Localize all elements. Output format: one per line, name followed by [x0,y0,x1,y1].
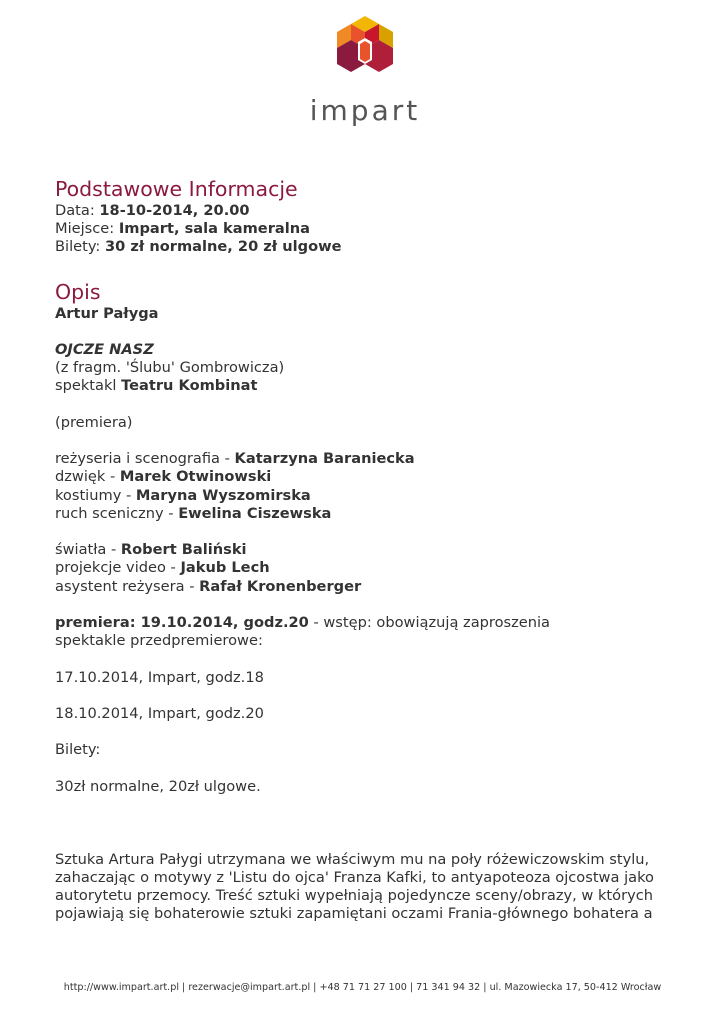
author-line [55,305,675,323]
opis-heading: Opis [55,279,101,304]
credit-name: Rafał Kronenberger [199,577,362,595]
credit-name: Maryna Wyszomirska [135,486,311,504]
tickets-label-2: Bilety: [55,741,101,759]
spectacle-name: Teatru Kombinat [121,377,258,395]
preview-date-1: 17.10.2014, Impart, godz.18 [55,668,264,686]
footer-contact: http://www.impart.art.pl | rezerwacje@impart.art.pl | +48 71 71 27 100 | 71 341 94 32 | ul. Mazowiecka 17, 50-412 Wrocław [63,982,662,993]
credit-role: ruch sceniczny - [55,504,179,522]
credit-role: światła - [55,541,121,559]
impart-logo [300,14,430,127]
premiere-date: premiera: 19.10.2014, godz.20 [55,613,309,631]
impart-logo-text: impart [309,94,421,127]
credit-name: Katarzyna Baraniecka [234,450,415,468]
tickets-value: 30 zł normalne, 20 zł ulgowe [104,238,342,256]
credit-role: asystent reżysera - [55,577,200,595]
credit-name: Robert Baliński [120,541,247,559]
date-line [55,202,675,220]
premiere-line [55,614,675,632]
credit-name: Marek Otwinowski [119,468,272,486]
premiere-entry: - wstęp: obowiązują zaproszenia [308,613,550,631]
play-title [55,341,675,359]
document-content [55,176,675,923]
credit-line [55,559,675,577]
place-line [55,220,675,238]
preview-date-2: 18.10.2014, Impart, godz.20 [55,704,264,722]
premiere-note: (premiera) [55,413,133,431]
credit-line [55,468,675,486]
credit-line [55,505,675,523]
credit-name: Ewelina Ciszewska [178,504,332,522]
tickets-label: Bilety: [55,238,105,256]
credit-line [55,450,675,468]
author-name: Artur Pałyga [55,304,159,322]
impart-logo-mark [332,14,398,76]
play-subtitle: (z fragm. 'Ślubu' Gombrowicza) [55,359,285,377]
spectacle-prefix: spektakl [55,377,122,395]
place-label: Miejsce: [55,220,119,238]
play-description: Sztuka Artura Pałygi utrzymana we właściwym mu na poły różewiczowskim stylu, zahaczając o motywy z 'Listu do ojca' Franza Kafki, to antyapoteoza ojcostwa jako autorytetu przemocy. Treść sztuki wypełniają pojedyncze sceny/obrazy, w których pojawiają się bohaterowie sztuki zapamiętani oczami Frania-głównego bohatera a [55,850,654,923]
credit-name: Jakub Lech [180,559,270,577]
credit-line [55,541,675,559]
tickets-prices: 30zł normalne, 20zł ulgowe. [55,777,261,795]
previews-label: spektakle przedpremierowe: [55,632,263,650]
credit-line [55,578,675,596]
date-label: Data: [55,202,100,219]
credit-role: dzwięk - [55,468,120,486]
credit-role: reżyseria i scenografia - [55,450,235,468]
spectacle-line [55,377,675,395]
place-value: Impart, sala kameralna [118,220,310,238]
tickets-line [55,238,675,256]
basic-info-heading: Podstawowe Informacje [55,177,298,201]
credit-role: kostiumy - [55,486,136,504]
credit-line [55,487,675,505]
credit-role: projekcje video - [55,559,181,577]
date-value: 18-10-2014, 20.00 [99,202,250,219]
play-title-text: OJCZE NASZ [55,341,154,358]
